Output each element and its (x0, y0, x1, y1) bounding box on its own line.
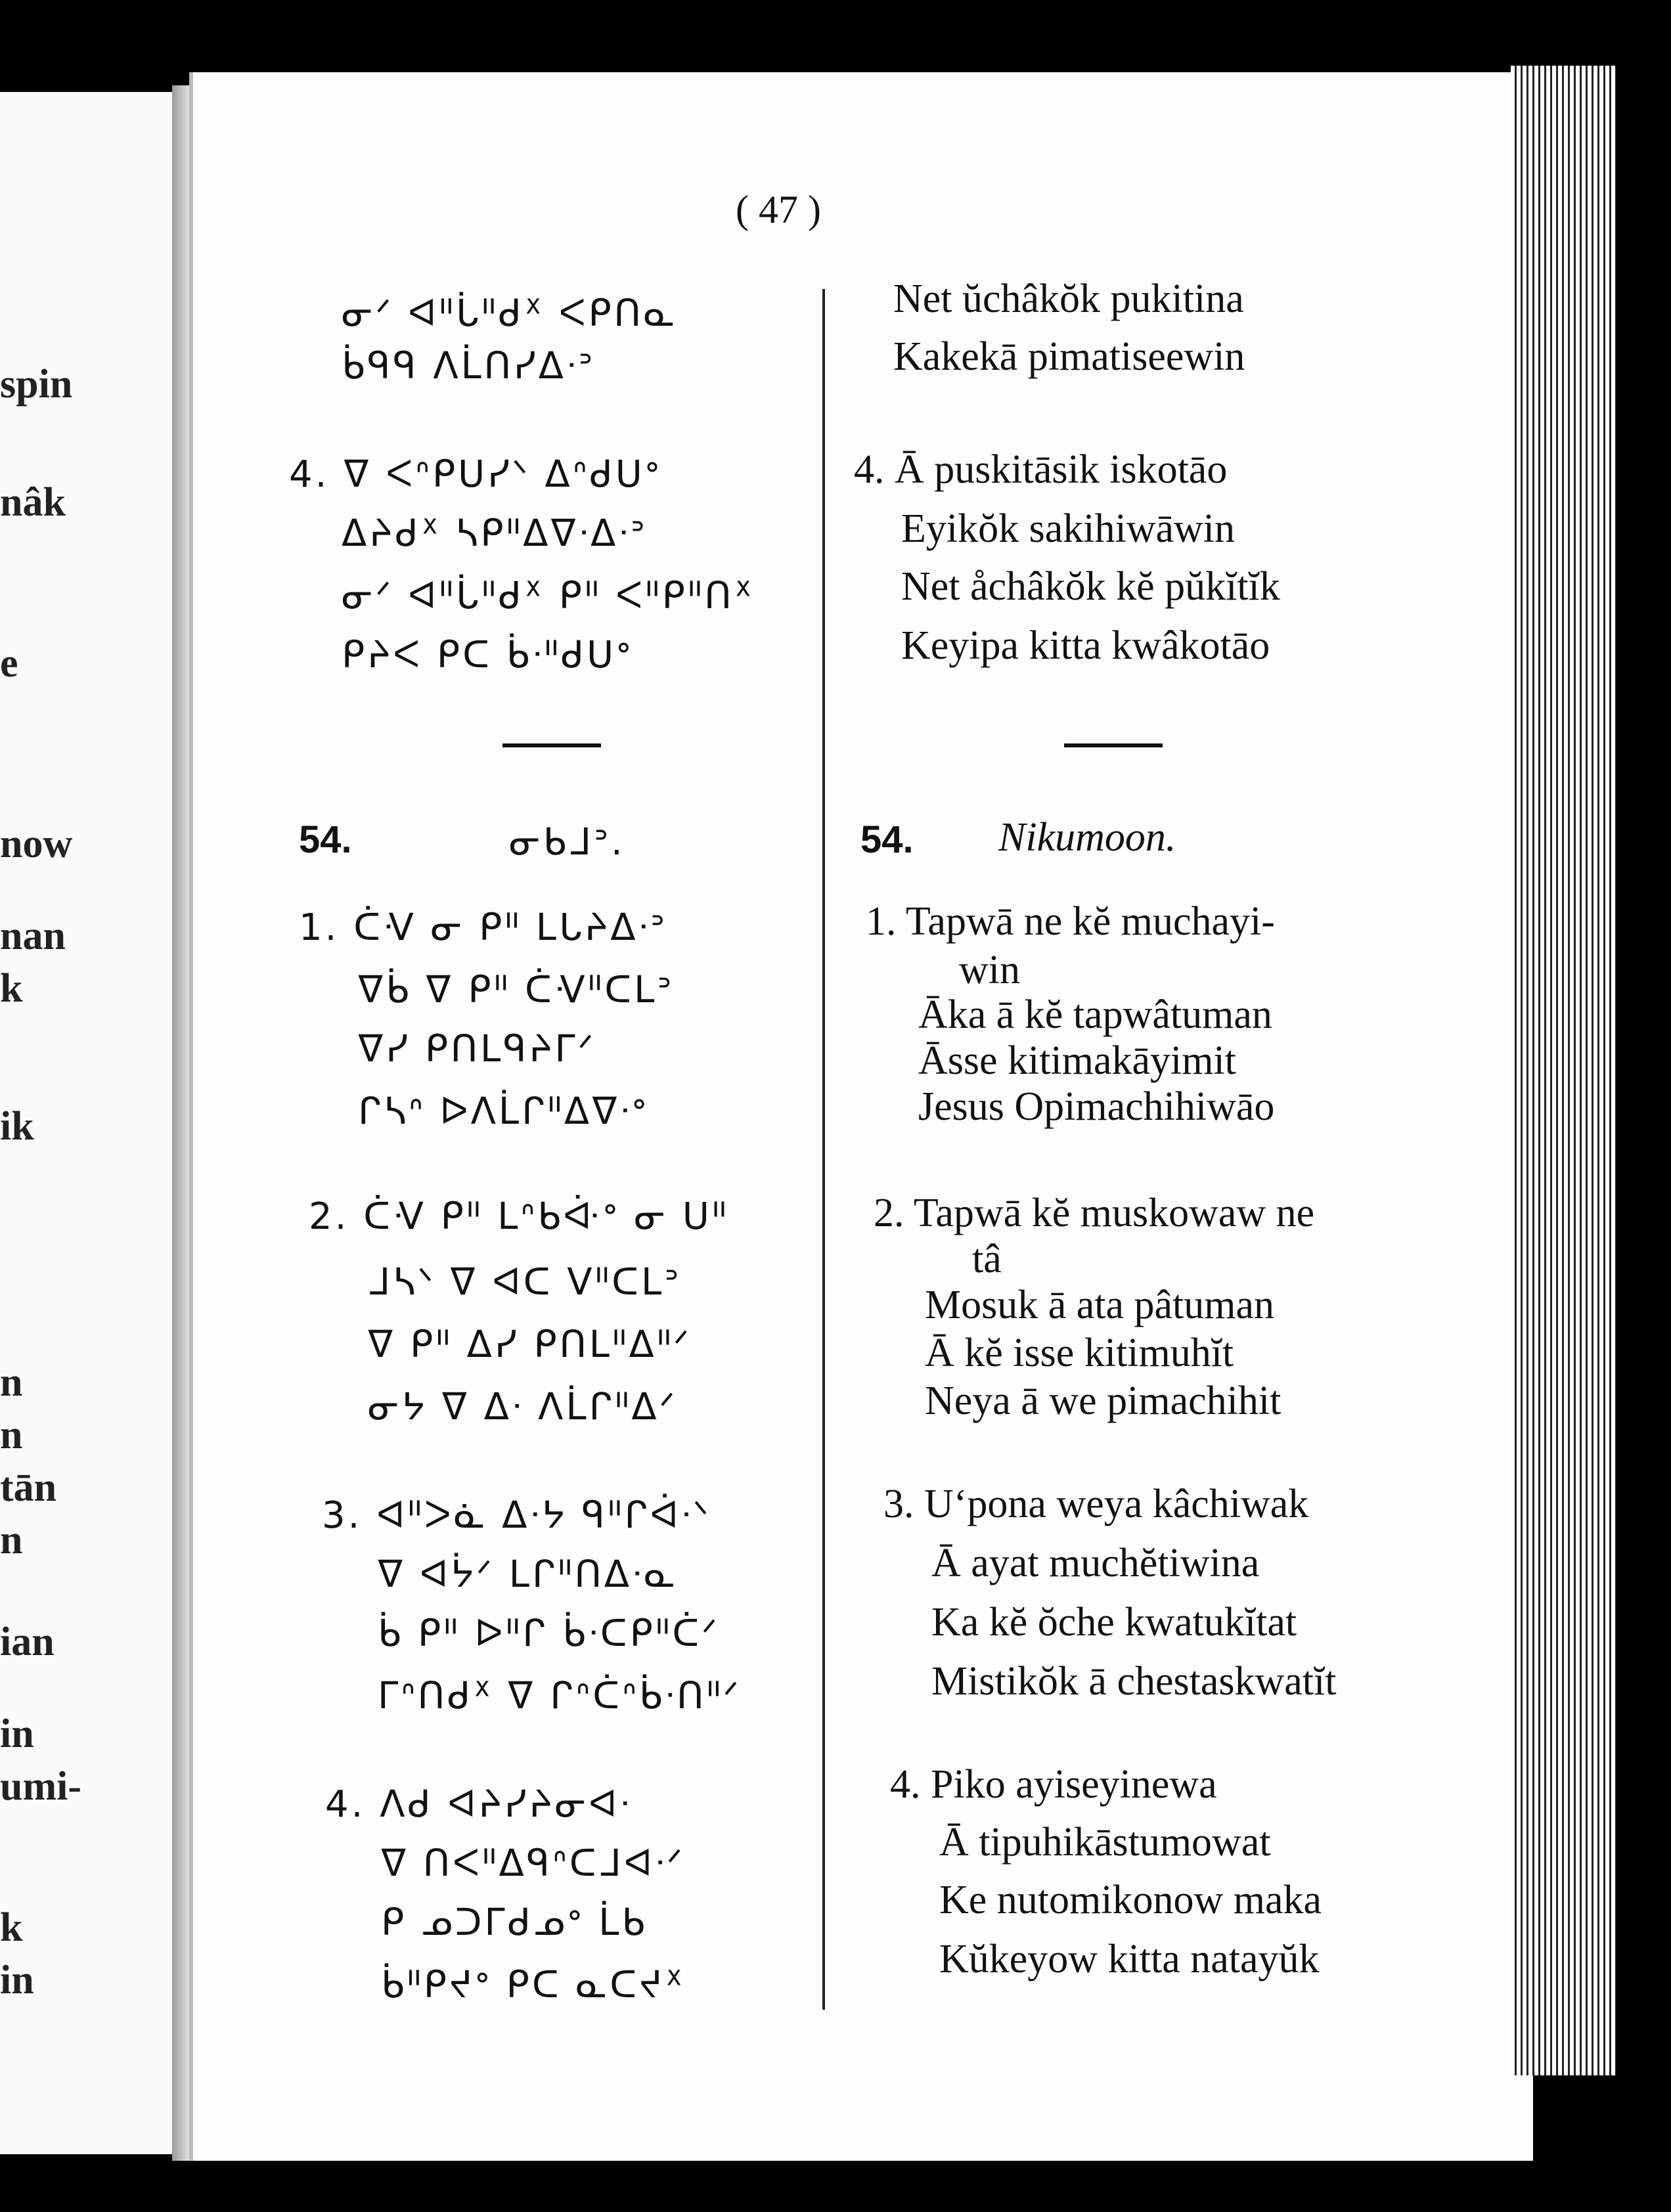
left-fragment: now (0, 822, 73, 866)
left-fragment: n (0, 1413, 23, 1457)
roman-line: Mosuk ā ata pâtuman (925, 1283, 1275, 1327)
syllabic-line: ᐁ ᑎᐸᐦᐃᑫᐢᑕᒧᐊᐧᐟ (381, 1842, 685, 1885)
syllabic-line: ᑳᑫᑫ ᐱᒫᑎᓯᐃᐧᐣ (342, 345, 596, 387)
syllabic-line: ᑭ ᓄᑐᒥᑯᓄᐤ ᒫᑲ (381, 1901, 648, 1944)
roman-line: 4. Piko ayiseyinewa (890, 1762, 1217, 1807)
syllabic-line: ᐃᔨᑯᕽ ᓴᑭᐦᐃᐁᐧᐃᐧᐣ (342, 512, 648, 555)
roman-line: 3. U‘pona weya kâchiwak (883, 1482, 1309, 1526)
roman-line: Ā kĕ isse kitimuhĭt (925, 1331, 1234, 1375)
syllabic-line: ᐁ ᑭᐦ ᐃᓯ ᑭᑎᒪᐦᐃᐦᐟ (368, 1323, 692, 1366)
left-fragment: k (0, 966, 23, 1011)
syllabic-line: ᓂᐟ ᐊᐦᒑᐦᑯᕽ ᐸᑭᑎᓇ (342, 292, 678, 335)
syllabic-line: ᐁ ᐊᔮᐟ ᒪᒋᐦᑎᐃᐧᓇ (378, 1553, 679, 1596)
roman-line: tâ (972, 1237, 1002, 1281)
roman-line: Jesus Opimachihiwāo (918, 1084, 1275, 1129)
section-rule-left (502, 743, 601, 747)
left-page-edge (0, 92, 181, 2154)
hymn-title: Nikumoon. (998, 815, 1176, 860)
left-fragment: nan (0, 914, 66, 958)
section-rule-right (1064, 743, 1163, 747)
left-fragment: ik (0, 1104, 34, 1149)
roman-line: Ā tipuhikāstumowat (939, 1820, 1271, 1865)
roman-line: Mistikŏk ā chestaskwatĭt (931, 1659, 1337, 1704)
roman-line: Āsse kitimakāyimit (918, 1038, 1236, 1083)
syllabic-line: ᒋᓴᐢ ᐅᐱᒫᒋᐦᐃᐁᐧᐤ (358, 1090, 649, 1133)
roman-line: Eyikŏk sakihiwāwin (901, 506, 1235, 551)
syllabic-line: ᑳᐦᑭᔪᐤ ᑭᑕ ᓇᑕᔪᕽ (381, 1964, 686, 2006)
roman-line: Keyipa kitta kwâkotāo (901, 623, 1270, 668)
syllabic-line: ᑭᔨᐸ ᑭᑕ ᑳᐧᐦᑯᑌᐤ (342, 634, 633, 676)
syllabic-line: 4. ᐱᑯ ᐊᔨᓯᔨᓂᐊᐧ (325, 1783, 632, 1826)
syllabic-line: ᐁᑳ ᐁ ᑭᐦ ᑖᐺᐦᑕᒪᐣ (358, 969, 675, 1011)
syllabic-line: ᑳ ᑭᐦ ᐅᐦᒋ ᑳᐧᑕᑭᐦᑖᐟ (378, 1612, 720, 1655)
roman-line: Neya ā we pimachihit (925, 1379, 1281, 1423)
left-fragment: spin (0, 362, 73, 407)
syllabic-line: 2. ᑖᐺ ᑭᐦ ᒪᐢᑲᐚᐤ ᓂ ᑌᐦ (309, 1195, 729, 1238)
syllabic-line: ᐁᓯ ᑭᑎᒪᑫᔨᒥᐟ (358, 1028, 596, 1071)
hymn-number: 54. (299, 818, 352, 861)
left-fragment: n (0, 1518, 23, 1562)
roman-line: Kŭkeyow kitta natayŭk (939, 1937, 1320, 1981)
syllabic-line: 1. ᑖᐺ ᓂ ᑭᐦ ᒪᒐᔨᐃᐧᐣ (299, 906, 667, 949)
syllabic-line: ᓂᐟ ᐊᐦᒑᐦᑯᕽ ᑭᐦ ᐸᐦᑭᐦᑎᕽ (342, 575, 755, 617)
hymn-title-syllabic: ᓂᑲᒧᐣ. (509, 821, 625, 864)
page-edges (1511, 66, 1616, 2075)
syllabic-line: 3. ᐊᐦᐳᓈ ᐃᐧᔭ ᑫᐦᒋᐋᐧᐠ (322, 1494, 711, 1537)
syllabic-line: ᒥᐢᑎᑯᕽ ᐁ ᒋᐢᑖᐢᑳᐧᑎᐦᐟ (378, 1675, 742, 1717)
left-fragment: in (0, 1712, 34, 1756)
left-fragment: ian (0, 1620, 55, 1664)
left-fragment: n (0, 1360, 23, 1405)
syllabic-line: ᓂᔭ ᐁ ᐃᐧ ᐱᒫᒋᐦᐃᐟ (368, 1386, 678, 1428)
left-fragment: e (0, 641, 18, 686)
left-fragment: in (0, 1958, 34, 2002)
roman-line: Net ŭchâkŏk pukitina (893, 276, 1244, 321)
roman-line: Ka kĕ ŏche kwatukĭtat (931, 1600, 1297, 1645)
roman-line: Āka ā kĕ tapwâtuman (918, 992, 1272, 1037)
left-fragment: nâk (0, 480, 66, 525)
roman-line: win (959, 948, 1020, 992)
left-fragment: tān (0, 1465, 57, 1510)
left-fragment: k (0, 1905, 23, 1950)
column-divider (822, 289, 825, 2010)
page-number: ( 47 ) (736, 188, 821, 231)
hymn-number-roman: 54. (860, 818, 914, 861)
syllabic-line: ᒧᓴᐠ ᐁ ᐊᑕ ᐯᐦᑕᒪᐣ (368, 1261, 682, 1304)
syllabic-line: 4. ᐁ ᐸᐢᑭᑌᓯᐠ ᐃᐢᑯᑌᐤ (289, 453, 662, 496)
roman-line: Ke nutomikonow maka (939, 1878, 1322, 1922)
roman-line: 4. Ā puskitāsik iskotāo (854, 447, 1228, 492)
roman-line: 1. Tapwā ne kĕ muchayi- (866, 899, 1275, 944)
roman-line: Net åchâkŏk kĕ pŭkĭtĭk (901, 564, 1280, 609)
roman-line: Ā ayat muchĕtiwina (931, 1541, 1260, 1585)
left-fragment: umi- (0, 1764, 81, 1809)
roman-line: 2. Tapwā kĕ muskowaw ne (874, 1191, 1315, 1235)
roman-line: Kakekā pimatiseewin (893, 334, 1245, 379)
